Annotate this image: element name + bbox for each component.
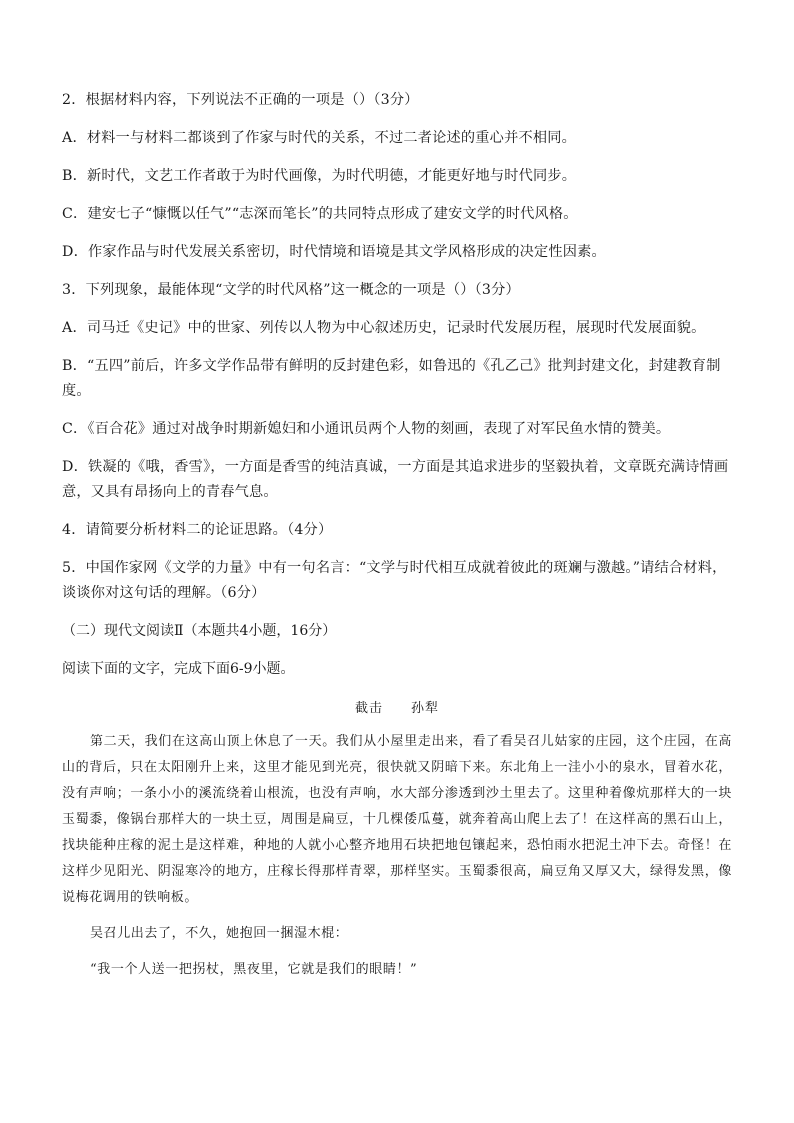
story-paragraph: 第二天，我们在这高山顶上休息了一天。我们从小屋里走出来，看了看吴召儿姑家的庄园，这个庄园，在高山的背后，只在太阳刚升上来，这里才能见到光亮，很快就又阴暗下来。东北角上一洼小小的泉水，冒着水花，没有声响；一条小小的溪流绕着山根流，也没有声响，水大部分渗透到沙土里去了。这里种着像炕那样大的一块玉蜀黍，像锅台那样大的一块土豆，周围是扁豆，十几棵倭瓜蔓，就奔着高山爬上去了！在这样高的黑石山上，找块能种庄稼的泥土是这样难，种地的人就小心整齐地用石块把地包镶起来，恐怕雨水把泥土冲下去。奇怪！在这样少见阳光、阴湿寒冷的地方，庄稼长得那样青翠，那样坚实。玉蜀黍很高，扁豆角又厚又大，绿得发黑，像说梅花调用的铁响板。 bbox=[62, 734, 732, 905]
reading-instructions: 阅读下面的文字，完成下面6-9小题。 bbox=[62, 661, 295, 677]
question-2-option-b: B．新时代，文艺工作者敢于为时代画像，为时代明德，才能更好地与时代同步。 bbox=[62, 168, 577, 184]
story-paragraph: “我一个人送一把拐杖，黑夜里，它就是我们的眼睛！” bbox=[90, 962, 418, 977]
question-3-option-c: C．《百合花》通过对战争时期新媳妇和小通讯员两个人物的刻画，表现了对军民鱼水情的赞美。 bbox=[62, 421, 671, 437]
question-3-option-d: D．铁凝的《哦，香雪》，一方面是香雪的纯洁真诚，一方面是其追求进步的坚毅执着，文章既充满诗情画意，又具有昂扬向上的青春气息。 bbox=[62, 459, 729, 500]
story-author: 孙犁 bbox=[411, 701, 440, 716]
question-3-option-a: A．司马迁《史记》中的世家、列传以人物为中心叙述历史，记录时代发展历程，展现时代发展面貌。 bbox=[62, 320, 706, 336]
question-2-option-a: A．材料一与材料二都谈到了作家与时代的关系，不过二者论述的重心并不相同。 bbox=[62, 130, 577, 146]
question-2-stem: 2．根据材料内容，下列说法不正确的一项是（）（3分） bbox=[62, 92, 419, 108]
question-2-option-d: D．作家作品与时代发展关系密切，时代情境和语境是其文学风格形成的决定性因素。 bbox=[62, 244, 606, 260]
story-paragraph: 吴召儿出去了，不久，她抱回一捆湿木棍： bbox=[90, 926, 349, 941]
question-2-option-c: C．建安七子“慷慨以任气”“志深而笔长”的共同特点形成了建安文学的时代风格。 bbox=[62, 206, 578, 222]
question-4: 4．请简要分析材料二的论证思路。（4分） bbox=[62, 522, 333, 538]
question-5: 5．中国作家网《文学的力量》中有一句名言：“文学与时代相互成就着彼此的斑斓与激越。”请结合材料，谈谈你对这句话的理解。（6分） bbox=[62, 560, 727, 601]
story-title: 截击 bbox=[354, 701, 383, 716]
question-3-option-b: B．“五四”前后，许多文学作品带有鲜明的反封建色彩，如鲁迅的《孔乙己》批判封建文化，封建教育制度。 bbox=[62, 358, 721, 399]
question-3-stem: 3．下列现象，最能体现“文学的时代风格”这一概念的一项是（）（3分） bbox=[62, 282, 520, 298]
exam-page bbox=[62, 88, 732, 993]
section-heading: （二）现代文阅读Ⅱ（本题共4小题，16分） bbox=[62, 623, 337, 639]
story-title-line bbox=[62, 697, 732, 721]
